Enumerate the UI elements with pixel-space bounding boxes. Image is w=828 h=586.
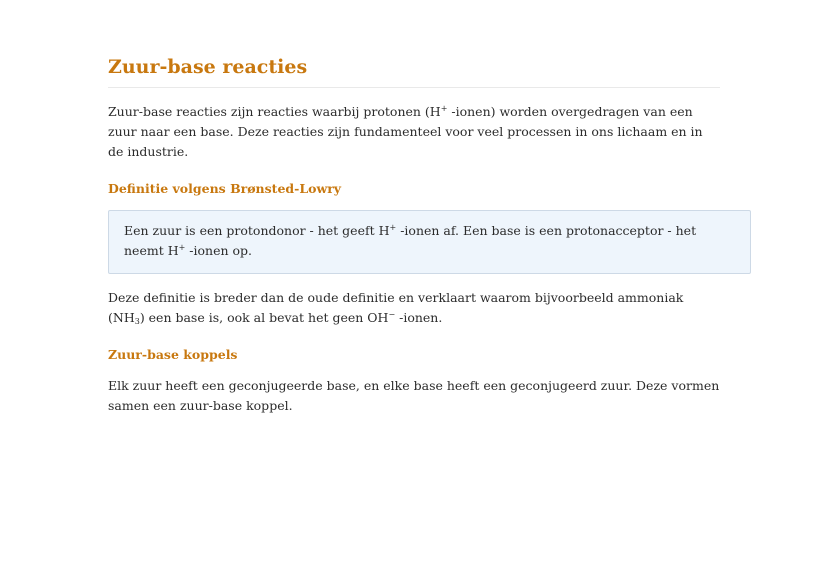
definition-subscript-3: 3 (134, 317, 140, 326)
definition-callout (108, 210, 751, 274)
definition-paragraph (108, 288, 720, 328)
callout-text-1: Een zuur is een protondonor - het geeft H (124, 223, 390, 238)
definition-text-3: -ionen. (395, 310, 443, 325)
intro-text-1: Zuur-base reacties zijn reacties waarbij protonen (H (108, 104, 441, 119)
callout-superscript-plus-1: + (389, 223, 397, 232)
couples-paragraph: Elk zuur heeft een geconjugeerde base, en elke base heeft een geconjugeerd zuur. Deze vormen samen een zuur-base koppel. (108, 378, 720, 413)
callout-superscript-plus-2: + (178, 243, 186, 252)
page-title: Zuur-base reacties (108, 56, 308, 78)
article-content (108, 54, 720, 416)
definition-superscript-minus: − (388, 310, 396, 319)
definition-text-1: Deze definitie is breder dan de oude definitie en verklaart waarom bijvoorbeeld ammoniak (NH (108, 290, 684, 325)
callout-text-2: -ionen af. Een base is een protonacceptor - het neemt H (124, 223, 697, 258)
section-heading-definition: Definitie volgens Brønsted-Lowry (108, 181, 342, 196)
callout-text-3: -ionen op. (185, 243, 253, 258)
title-divider (108, 87, 720, 88)
callout-text (124, 221, 736, 261)
intro-text-2: -ionen) worden overgedragen van een zuur naar een base. Deze reacties zijn fundamenteel voor veel processen in ons lichaam en in de industrie. (108, 104, 703, 159)
section-heading-couples: Zuur-base koppels (108, 347, 238, 362)
intro-paragraph (108, 102, 720, 162)
intro-superscript-plus: + (440, 104, 448, 113)
definition-text-2: ) een base is, ook al bevat het geen OH (139, 310, 389, 325)
